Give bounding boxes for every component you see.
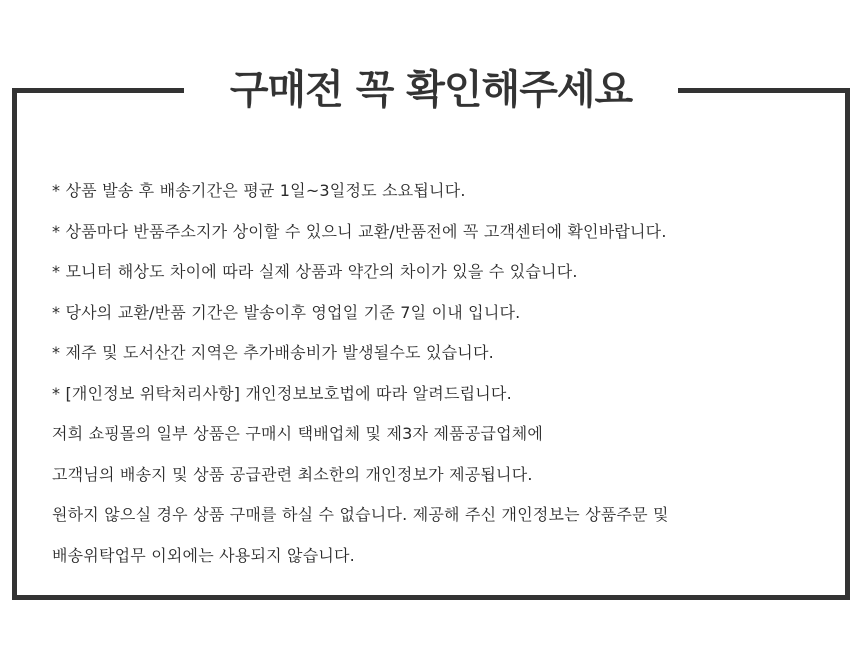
notice-shipping-period: * 상품 발송 후 배송기간은 평균 1일~3일정도 소요됩니다. bbox=[52, 181, 466, 200]
notice-list bbox=[52, 175, 832, 580]
notice-privacy-line-2: 고객님의 배송지 및 상품 공급관련 최소한의 개인정보가 제공됩니다. bbox=[52, 464, 533, 484]
notice-privacy-heading: * [개인정보 위탁처리사항] 개인정보보호법에 따라 알려드립니다. bbox=[52, 383, 512, 403]
notice-monitor-color: * 모니터 해상도 차이에 따라 실제 상품과 약간의 차이가 있을 수 있습니다. bbox=[52, 262, 578, 281]
notice-return-address: * 상품마다 반품주소지가 상이할 수 있으니 교환/반품전에 꼭 고객센터에 확인바랍니다. bbox=[52, 221, 667, 241]
notice-exchange-period: * 당사의 교환/반품 기간은 발송이후 영업일 기준 7일 이내 입니다. bbox=[52, 302, 521, 322]
notice-extra-shipping: * 제주 및 도서산간 지역은 추가배송비가 발생될수도 있습니다. bbox=[52, 343, 494, 362]
frame-top-right-border bbox=[678, 88, 850, 93]
frame-top-left-border bbox=[12, 88, 184, 93]
notice-privacy-line-1: 저희 쇼핑몰의 일부 상품은 구매시 택배업체 및 제3자 제품공급업체에 bbox=[52, 424, 544, 443]
notice-privacy-line-3: 원하지 않으실 경우 상품 구매를 하실 수 없습니다. 제공해 주신 개인정보는 상품주문 및 bbox=[52, 505, 669, 524]
notice-privacy-line-4: 배송위탁업무 이외에는 사용되지 않습니다. bbox=[52, 545, 355, 565]
page-title: 구매전 꼭 확인해주세요 bbox=[229, 67, 633, 113]
